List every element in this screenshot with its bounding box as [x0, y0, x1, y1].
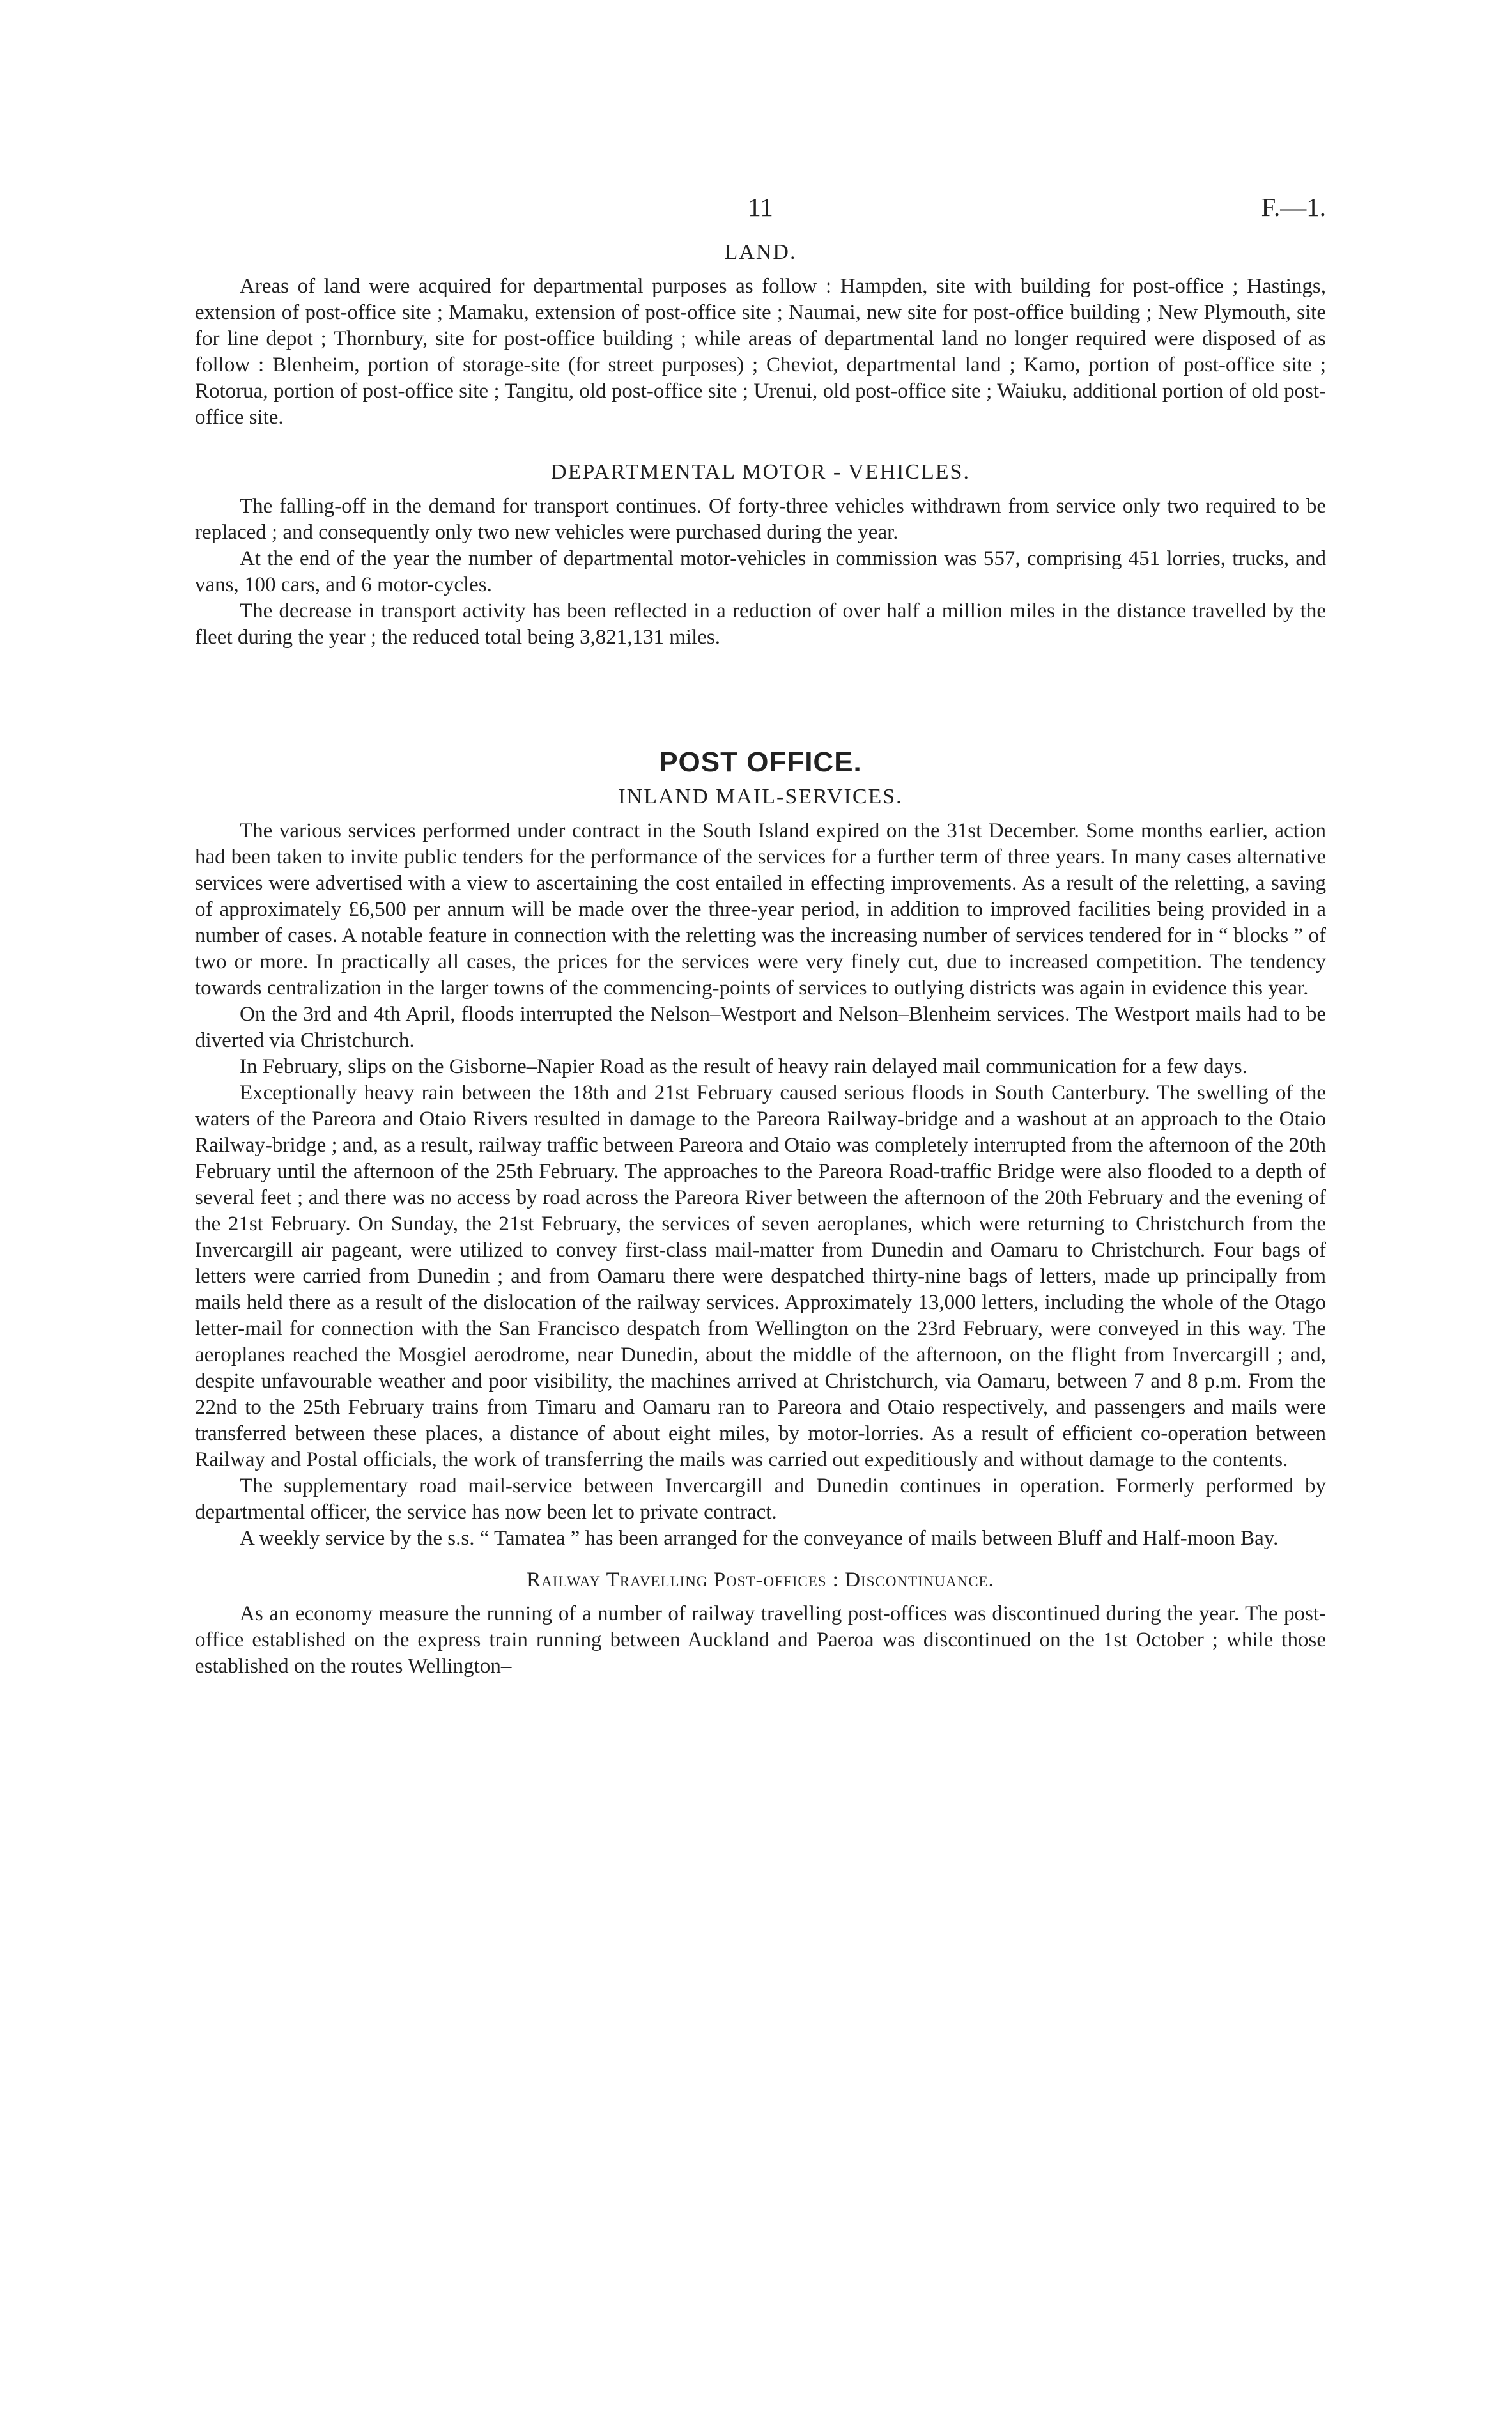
motor-vehicles-section: [195, 460, 1326, 651]
paragraph: Areas of land were acquired for departmental purposes as follow : Hampden, site with building for post-office ; Hastings, extension of post-office site ; Mamaku, extension of post-office site ; Naumai, new site for post-office building ; New Plymouth, site for line depot ; Thornbury, site for post-office building ; while areas of departmental land no longer required were disposed of as follow : Blenheim, portion of storage-site (for street purposes) ; Cheviot, departmental land ; Kamo, portion of post-office site ; Rotorua, portion of post-office site ; Tangitu, old post-office site ; Urenui, old post-office site ; Waiuku, additional portion of old post-office site.: [195, 275, 1326, 429]
paragraph: The various services performed under contract in the South Island expired on the 31st December. Some months earlier, action had been taken to invite public tenders for the performance of the services for a further term of three years. In many cases alternative services were advertised with a view to ascertaining the cost entailed in effecting improvements. As a result of the reletting, a saving of approximately £6,500 per annum will be made over the three-year period, in addition to improved facilities being provided in a number of cases. A notable feature in connection with the reletting was the increasing number of services tendered for in “ blocks ” of two or more. In practically all cases, the prices for the services were very finely cut, due to increased competition. The tendency towards centralization in the larger towns of the commencing-points of services to outlying districts was again in evidence this year.: [195, 819, 1326, 1000]
post-office-section: [195, 746, 1326, 1552]
document-reference: F.—1.: [1261, 192, 1326, 222]
paragraph: The decrease in transport activity has been reflected in a reduction of over half a million miles in the distance travelled by the fleet during the year ; the reduced total being 3,821,131 miles.: [195, 599, 1326, 649]
paragraph: As an economy measure the running of a number of railway travelling post-offices was discontinued during the year. The post-office established on the express train running between Auckland and Paeroa was discontinued on the 1st October ; while those established on the routes Wellington–: [195, 1602, 1326, 1678]
page-number: 11: [748, 192, 773, 222]
inland-mail-services-heading: INLAND MAIL-SERVICES.: [618, 785, 903, 808]
post-office-heading: POST OFFICE.: [659, 746, 862, 778]
railway-section: [195, 1568, 1326, 1680]
land-heading: LAND.: [724, 240, 797, 264]
paragraph: At the end of the year the number of departmental motor-vehicles in commission was 557, comprising 451 lorries, trucks, and vans, 100 cars, and 6 motor-cycles.: [195, 547, 1326, 596]
paragraph: On the 3rd and 4th April, floods interrupted the Nelson–Westport and Nelson–Blenheim services. The Westport mails had to be diverted via Christchurch.: [195, 1003, 1326, 1052]
paragraph: The supplementary road mail-service between Invercargill and Dunedin continues in operation. Formerly performed by departmental officer, the service has now been let to private contract.: [195, 1474, 1326, 1524]
motor-vehicles-heading: DEPARTMENTAL MOTOR - VEHICLES.: [551, 460, 970, 484]
paragraph: The falling-off in the demand for transport continues. Of forty-three vehicles withdrawn from service only two required to be replaced ; and consequently only two new vehicles were purchased during the year.: [195, 495, 1326, 544]
document-page: [195, 192, 1326, 1680]
paragraph: In February, slips on the Gisborne–Napier Road as the result of heavy rain delayed mail communication for a few days.: [240, 1055, 1247, 1078]
paragraph: A weekly service by the s.s. “ Tamatea ” has been arranged for the conveyance of mails between Bluff and Half-moon Bay.: [240, 1527, 1279, 1550]
land-section: [195, 240, 1326, 431]
paragraph: Exceptionally heavy rain between the 18th and 21st February caused serious floods in South Canterbury. The swelling of the waters of the Pareora and Otaio Rivers resulted in damage to the Pareora Railway-bridge and a washout at an approach to the Otaio Railway-bridge ; and, as a result, railway traffic between Pareora and Otaio was completely interrupted from the afternoon of the 20th February until the afternoon of the 25th February. The approaches to the Pareora Road-traffic Bridge were also flooded to a depth of several feet ; and there was no access by road across the Pareora River between the afternoon of the 20th February and the evening of the 21st February. On Sunday, the 21st February, the services of seven aeroplanes, which were returning to Christchurch from the Invercargill air pageant, were utilized to convey first-class mail-matter from Dunedin and Oamaru to Christchurch. Four bags of letters were carried from Dunedin ; and from Oamaru there were despatched thirty-nine bags of letters, made up principally from mails held there as a result of the dislocation of the railway services. Approximately 13,000 letters, including the whole of the Otago letter-mail for connection with the San Francisco despatch from Wellington on the 23rd February, were conveyed in this way. The aeroplanes reached the Mosgiel aerodrome, near Dunedin, about the middle of the afternoon, on the flight from Invercargill ; and, despite unfavourable weather and poor visibility, the machines arrived at Christchurch, via Oamaru, between 7 and 8 p.m. From the 22nd to the 25th February trains from Timaru and Oamaru ran to Pareora and Otaio respectively, and passengers and mails were transferred between these places, a distance of about eight miles, by motor-lorries. As a result of efficient co-operation between Railway and Postal officials, the work of transferring the mails was carried out expeditiously and without damage to the contents.: [195, 1081, 1326, 1471]
railway-heading: Railway Travelling Post-offices : Discontinuance.: [527, 1568, 994, 1591]
page-header: [195, 192, 1326, 236]
